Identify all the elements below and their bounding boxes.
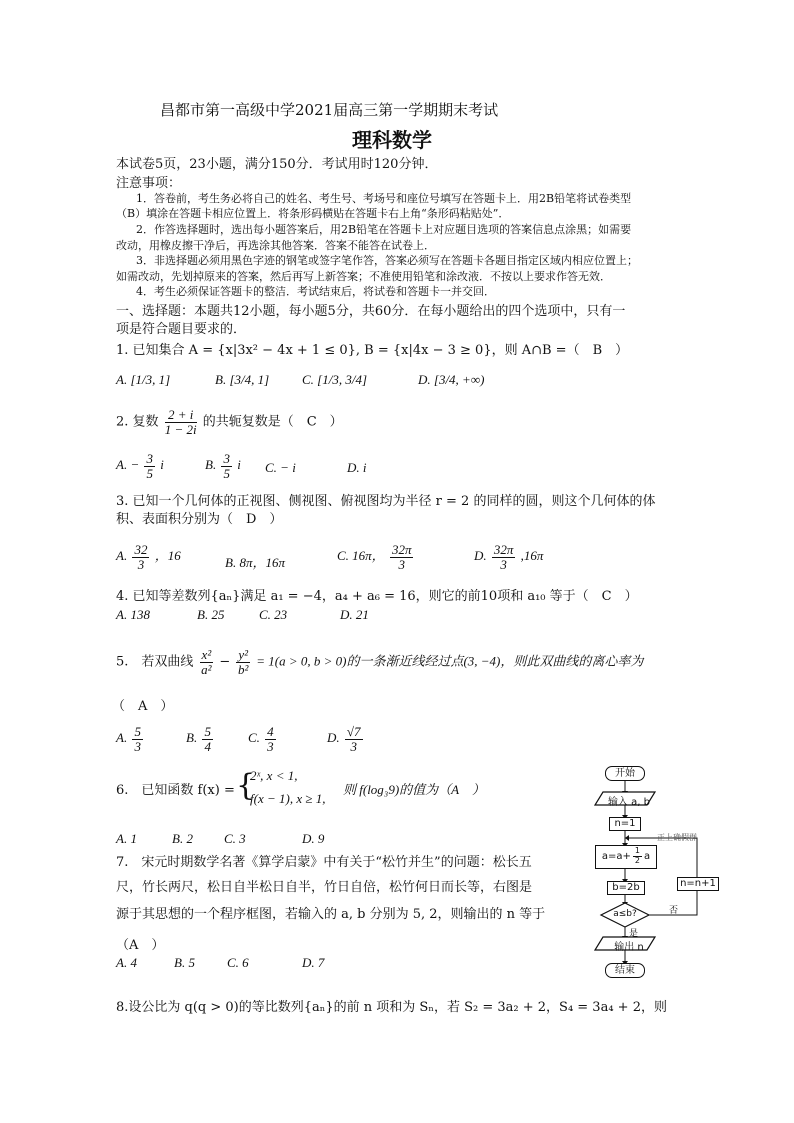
q1-b-label: B. xyxy=(215,372,227,387)
note-line-2: （B）填涂在答题卡相应位置上．将条形码横贴在答题卡右上角“条形码粘贴处”． xyxy=(116,207,510,220)
q5-stem-post: = 1(a > 0, b > 0)的一条渐近线经过点(3, −4)，则此双曲线的离心率为 xyxy=(256,653,644,669)
q4-option-c: C. 23 xyxy=(259,607,288,622)
q5-stem xyxy=(116,648,643,676)
q3-c-num: 32π xyxy=(391,542,412,557)
fc-update-a-den: 2 xyxy=(634,855,640,865)
q2-frac-num: 2 + i xyxy=(165,408,197,423)
q5-frac1-num: x² xyxy=(201,647,212,662)
q2-option-b xyxy=(205,452,241,480)
q5-frac2-den: b² xyxy=(238,661,249,677)
q3-c-label: C. 16π， xyxy=(337,548,385,564)
q5-b-label: B. xyxy=(186,730,198,746)
q5-b-num: 5 xyxy=(204,724,211,739)
note-line-6: 如需改动，先划掉原来的答案，然后再写上新答案；不准使用铅笔和涂改液．不按以上要求作答无效． xyxy=(116,270,611,283)
q1-a-value: [1/3, 1] xyxy=(130,372,171,387)
q2-b-den: 5 xyxy=(223,465,230,481)
q3-option-a xyxy=(116,543,181,571)
fc-update-a xyxy=(595,845,657,869)
q7-line2: 尺，竹长两尺，松日自半松日自半，竹日自倍，松竹何日而长等，右图是 xyxy=(116,880,533,895)
note-line-5: 3．非选择题必须用黑色字迹的钢笔或签字笔作答，答案必须写在答题卡各题目指定区域内相应位置上； xyxy=(136,254,638,267)
q6-case1: 2ˣ, x < 1, xyxy=(250,768,298,783)
q5-a-label: A. xyxy=(116,730,128,746)
q5-minus: − xyxy=(219,654,231,670)
q6-stem-pre: 6. 已知函数 f(x) = xyxy=(116,783,235,798)
q6-option-c: C. 3 xyxy=(224,831,246,846)
fc-update-b: b=2b xyxy=(607,881,645,895)
fc-no: 否 xyxy=(669,906,679,916)
note-line-7: 4．考生必须保证答题卡的整洁．考试结束后，将试卷和答题卡一并交回． xyxy=(136,285,495,298)
q2-a-label: A. − xyxy=(116,457,140,473)
q3-c-den: 3 xyxy=(398,556,405,572)
q6-stem-post: 则 f(log₃9)的值为（A ） xyxy=(343,782,485,797)
fc-update-a-num: 1 xyxy=(634,846,640,856)
q5-d-den: 3 xyxy=(350,738,357,754)
flowchart xyxy=(585,760,725,985)
q1-a-label: A. xyxy=(116,372,128,387)
q2-stem-pre: 2. 复数 xyxy=(116,414,159,430)
q6-case2: f(x − 1), x ≥ 1, xyxy=(250,791,326,806)
q2-frac-den: 1 − 2i xyxy=(164,421,197,437)
q5-c-den: 3 xyxy=(267,738,274,754)
q2-a-post: i xyxy=(160,457,164,473)
q3-d-num: 32π xyxy=(493,542,514,557)
q7-option-a: A. 4 xyxy=(116,955,137,970)
q5-d-num: √7 xyxy=(346,724,361,739)
q1-option-c xyxy=(302,372,367,388)
q8-stem: 8.设公比为 q(q > 0)的等比数列{aₙ}的前 n 项和为 Sₙ，若 S₂ = 3a₂ + 2，S₄ = 3a₄ + 2，则 xyxy=(116,1000,667,1015)
q7-option-d: D. 7 xyxy=(302,955,325,970)
fc-input: 输入 a, b xyxy=(607,797,650,808)
q2-a-num: 3 xyxy=(146,451,153,466)
q7-option-b: B. 5 xyxy=(174,955,195,970)
q4-option-b: B. 25 xyxy=(197,607,225,622)
q3-d-den: 3 xyxy=(500,556,507,572)
exam-title: 昌都市第一高级中学2021届高三第一学期期末考试 xyxy=(160,101,499,119)
q1-option-a xyxy=(116,372,170,388)
q7-line1: 7. 宋元时期数学名著《算学启蒙》中有关于“松竹并生”的问题：松长五 xyxy=(116,855,532,870)
q5-frac2-num: y² xyxy=(238,647,249,662)
fc-watermark: 正上确假群 xyxy=(657,833,697,842)
fc-increment: n=n+1 xyxy=(677,877,719,891)
q6-option-d: D. 9 xyxy=(302,831,325,846)
section-heading-line2: 项是符合题目要求的． xyxy=(116,322,247,337)
q2-b-post: i xyxy=(237,457,241,473)
q3-a-den: 3 xyxy=(137,556,145,572)
q5-a-den: 3 xyxy=(134,738,141,754)
note-line-1: 1．答卷前，考生务必将自己的姓名、考生号、考场号和座位号填写在答题卡上．用2B铅笔将试卷类型 xyxy=(136,192,632,205)
q5-c-label: C. xyxy=(248,730,260,746)
fc-update-a-pre: a=a+ xyxy=(601,851,631,862)
q1-d-value: [3/4, +∞) xyxy=(433,372,485,387)
q2-b-num: 3 xyxy=(223,451,230,466)
q3-a-label: A. xyxy=(116,548,128,564)
q6-option-b: B. 2 xyxy=(172,831,193,846)
q5-d-label: D. xyxy=(327,730,340,746)
fc-end: 结束 xyxy=(605,963,645,978)
fc-start: 开始 xyxy=(605,766,645,781)
q2-stem xyxy=(116,408,343,436)
q5-stem-pre: 5. 若双曲线 xyxy=(116,654,194,670)
q2-b-label: B. xyxy=(205,457,217,473)
q5-option-b xyxy=(186,725,215,753)
q7-line3: 源于其思想的一个程序框图，若输入的 a, b 分别为 5, 2，则输出的 n 等于 xyxy=(116,907,546,922)
q6-brace: { xyxy=(236,768,256,803)
fc-output: 输出 n xyxy=(614,942,644,953)
fc-update-a-post: a xyxy=(643,851,651,862)
q7-option-c: C. 6 xyxy=(227,955,249,970)
q4-stem: 4. 已知等差数列{aₙ}满足 a₁ = −4，a₄ + a₆ = 16，则它的前10项和 a₁₀ 等于（ C ） xyxy=(116,589,638,604)
q5-option-a xyxy=(116,725,145,753)
q3-line1: 3. 已知一个几何体的正视图、侧视图、俯视图均为半径 r = 2 的同样的圆，则这个几何体的体 xyxy=(116,494,656,509)
q1-option-b xyxy=(215,372,269,388)
q5-a-num: 5 xyxy=(134,724,141,739)
q1-c-value: [1/3, 3/4] xyxy=(317,372,368,387)
q5-option-d xyxy=(327,725,365,753)
q3-a-num: 32 xyxy=(134,542,148,557)
q5-frac1-den: a² xyxy=(201,661,212,677)
fc-yes: 是 xyxy=(629,929,639,939)
q1-c-label: C. xyxy=(302,372,314,387)
intro-line: 本试卷5页，23小题，满分150分．考试用时120分钟． xyxy=(116,157,438,172)
fc-init: n=1 xyxy=(609,817,641,831)
q5-option-c xyxy=(248,725,278,753)
q5-c-num: 4 xyxy=(267,724,274,739)
q3-d-post: ,16π xyxy=(520,548,544,564)
section-heading-line1: 一、选择题：本题共12小题，每小题5分，共60分．在每小题给出的四个选项中，只有一 xyxy=(116,304,626,319)
exam-subtitle: 理科数学 xyxy=(352,128,432,152)
q1-d-label: D. xyxy=(418,372,431,387)
note-line-3: 2．作答选择题时，选出每小题答案后，用2B铅笔在答题卡上对应题目选项的答案信息点涂黑；如需要 xyxy=(136,223,632,236)
q2-a-den: 5 xyxy=(146,465,153,481)
q4-option-d: D. 21 xyxy=(340,607,369,622)
q4-option-a: A. 138 xyxy=(116,607,150,622)
q3-option-d xyxy=(474,543,543,571)
q3-option-b: B. 8π，16π xyxy=(225,555,285,570)
fc-condition: a≤b? xyxy=(613,909,637,919)
q3-a-post: ，16 xyxy=(154,548,181,564)
q3-d-label: D. xyxy=(474,548,487,564)
q2-option-d: D. i xyxy=(347,460,367,475)
q2-fraction xyxy=(165,408,197,436)
q5-answer: （ A ） xyxy=(112,699,174,714)
note-line-4: 改动，用橡皮擦干净后，再选涂其他答案．答案不能答在试卷上． xyxy=(116,239,435,252)
q3-option-c xyxy=(337,543,415,571)
notice-heading: 注意事项： xyxy=(116,176,182,191)
q2-option-c: C. − i xyxy=(265,460,296,475)
q2-option-a xyxy=(116,452,164,480)
q2-stem-post: 的共轭复数是（ C ） xyxy=(202,414,343,430)
q3-line2: 积、表面积分别为（ D ） xyxy=(116,512,283,527)
q5-b-den: 4 xyxy=(204,738,211,754)
q1-b-value: [3/4, 1] xyxy=(229,372,270,387)
q1-option-d xyxy=(418,372,484,388)
q7-answer: （A ） xyxy=(116,938,165,953)
q1-stem: 1. 已知集合 A = {x|3x² − 4x + 1 ≤ 0}, B = {x|4x − 3 ≥ 0}，则 A∩B =（ B ） xyxy=(116,343,629,358)
q6-option-a: A. 1 xyxy=(116,831,137,846)
